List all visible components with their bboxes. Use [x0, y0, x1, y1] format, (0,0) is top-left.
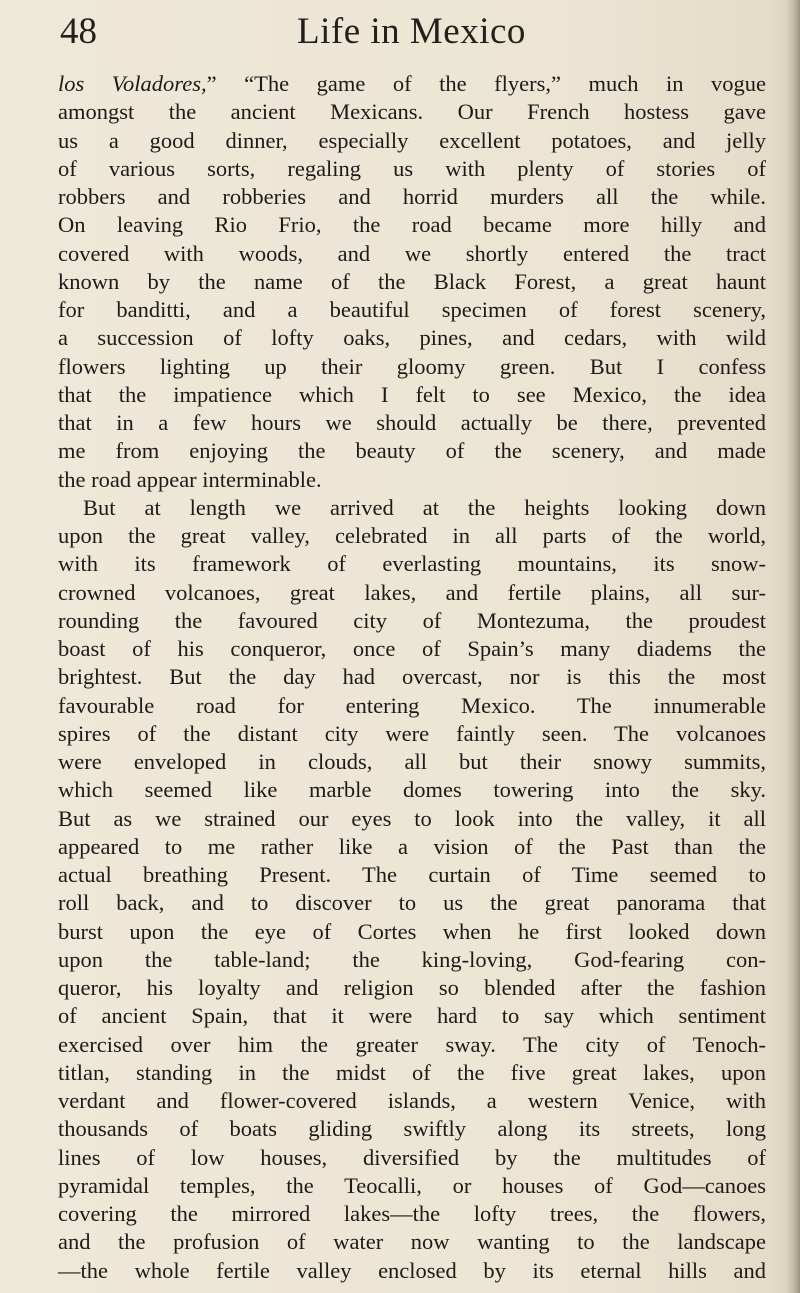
text-line: pyramidal temples, the Teocalli, or houses of God—canoes: [58, 1172, 766, 1198]
text-line: and the profusion of water now wanting to the landscape: [58, 1229, 766, 1255]
text-line: me from enjoying the beauty of the scenery, and made: [58, 438, 766, 464]
text-line: that the impatience which I felt to see Mexico, the idea: [58, 381, 766, 407]
text-line: crowned volcanoes, great lakes, and fertile plains, all sur-: [58, 579, 766, 605]
text-line: lines of low houses, diversified by the multitudes of: [58, 1144, 766, 1170]
running-title: Life in Mexico: [297, 11, 526, 52]
page-header: [60, 10, 760, 60]
text-line: roll back, and to discover to us the great panorama that: [58, 890, 766, 916]
page-number: 48: [60, 11, 97, 52]
text-line: appeared to me rather like a vision of the Past than the: [58, 833, 766, 859]
text-line: rounding the favoured city of Montezuma, the proudest: [58, 607, 766, 633]
text-line: brightest. But the day had overcast, nor is this the most: [58, 664, 766, 690]
body-text: [58, 70, 766, 1285]
text-line: robbers and robberies and horrid murders all the while.: [58, 184, 766, 209]
text-line: known by the name of the Black Forest, a great haunt: [58, 268, 766, 294]
text-line: queror, his loyalty and religion so blended after the fashion: [58, 975, 766, 1000]
text-line: us a good dinner, especially excellent potatoes, and jelly: [58, 127, 766, 153]
text-line: spires of the distant city were faintly seen. The volcanoes: [58, 720, 766, 746]
text-line: which seemed like marble domes towering into the sky.: [58, 777, 766, 803]
text-line: amongst the ancient Mexicans. Our French hostess gave: [58, 99, 766, 125]
text-line: for banditti, and a beautiful specimen of forest scenery,: [58, 297, 766, 322]
text-line: the road appear interminable.: [58, 466, 322, 492]
text-run: ” “The game of the flyers,” much in vogue: [206, 71, 766, 96]
text-line: But at length we arrived at the heights looking down: [83, 494, 766, 520]
text-line: thousands of boats gliding swiftly along its streets, long: [58, 1116, 766, 1142]
text-line: upon the table-land; the king-loving, God-fearing con-: [58, 946, 766, 972]
text-line: flowers lighting up their gloomy green. But I confess: [58, 353, 766, 379]
text-line: exercised over him the greater sway. The city of Tenoch-: [58, 1031, 766, 1057]
page-binding-shadow: [786, 0, 800, 1293]
text-line: favourable road for entering Mexico. The innumerable: [58, 692, 766, 718]
text-line: covered with woods, and we shortly entered the tract: [58, 240, 766, 266]
text-line: upon the great valley, celebrated in all parts of the world,: [58, 523, 766, 548]
text-line: —the whole fertile valley enclosed by its eternal hills and: [58, 1257, 766, 1283]
text-line: On leaving Rio Frio, the road became more hilly and: [58, 212, 766, 238]
text-line: of ancient Spain, that it were hard to say which sentiment: [58, 1003, 766, 1029]
text-line: But as we strained our eyes to look into the valley, it all: [58, 805, 766, 831]
text-line: actual breathing Present. The curtain of Time seemed to: [58, 862, 766, 887]
text-line: [58, 70, 766, 98]
text-line: covering the mirrored lakes—the lofty trees, the flowers,: [58, 1201, 766, 1226]
text-line: that in a few hours we should actually be there, prevented: [58, 410, 766, 435]
text-line: verdant and flower-covered islands, a western Venice, with: [58, 1088, 766, 1113]
text-line: burst upon the eye of Cortes when he first looked down: [58, 918, 766, 944]
text-line: with its framework of everlasting mountains, its snow-: [58, 551, 766, 577]
text-line: a succession of lofty oaks, pines, and cedars, with wild: [58, 325, 766, 351]
text-line: titlan, standing in the midst of the five great lakes, upon: [58, 1059, 766, 1085]
text-line: of various sorts, regaling us with plenty of stories of: [58, 155, 766, 181]
italic-term: los Voladores,: [58, 71, 207, 96]
text-line: boast of his conqueror, once of Spain’s many diadems the: [58, 636, 766, 661]
text-line: were enveloped in clouds, all but their snowy summits,: [58, 749, 766, 774]
